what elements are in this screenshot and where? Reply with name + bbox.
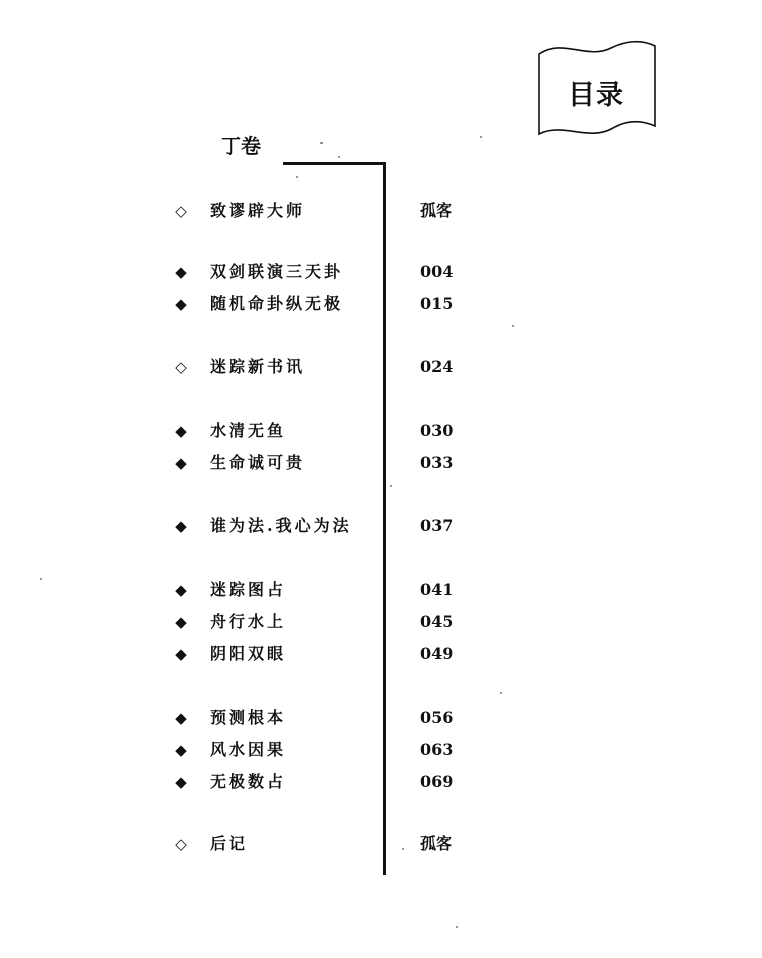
header-rule [283,162,386,165]
toc-entry [0,355,762,379]
toc-entry [0,578,762,602]
entry-page: 069 [420,772,454,791]
entry-title: 风水因果 [210,740,287,759]
toc-entry [0,451,762,475]
entry-title: 迷踪新书讯 [210,357,306,376]
scan-speck [456,926,458,928]
scan-speck [320,142,323,144]
entry-title: 舟行水上 [210,612,287,631]
filled-diamond-icon: ◆ [175,581,187,599]
entry-title: 阴阳双眼 [210,644,287,663]
filled-diamond-icon: ◆ [175,709,187,727]
toc-entry [0,419,762,443]
toc-entry [0,832,762,856]
volume-title: 丁卷 [221,134,261,158]
toc-banner [533,36,659,142]
entry-page: 孤客 [420,201,453,220]
filled-diamond-icon: ◆ [175,422,187,440]
entry-page: 037 [420,516,454,535]
filled-diamond-icon: ◆ [175,741,187,759]
entry-page: 063 [420,740,454,759]
scan-speck [40,578,42,580]
filled-diamond-icon: ◆ [175,454,187,472]
entry-page: 030 [420,421,454,440]
entry-title: 无极数占 [210,772,287,791]
entry-page: 004 [420,262,454,281]
filled-diamond-icon: ◆ [175,773,187,791]
hollow-diamond-icon: ◇ [175,835,187,853]
filled-diamond-icon: ◆ [175,645,187,663]
toc-entry [0,199,762,223]
hollow-diamond-icon: ◇ [175,202,187,220]
scan-speck [500,692,502,694]
entry-page: 024 [420,357,454,376]
toc-entry [0,642,762,666]
entry-page: 056 [420,708,454,727]
toc-entry [0,610,762,634]
banner-title: 目录 [568,80,624,111]
entry-page: 孤客 [420,834,453,853]
toc-entry [0,514,762,538]
entry-title: 后记 [210,834,249,853]
filled-diamond-icon: ◆ [175,295,187,313]
scan-speck [512,325,514,327]
toc-entry [0,738,762,762]
entry-title: 预测根本 [210,708,287,727]
entry-page: 045 [420,612,454,631]
filled-diamond-icon: ◆ [175,263,187,281]
toc-entry [0,260,762,284]
hollow-diamond-icon: ◇ [175,358,187,376]
toc-entry [0,706,762,730]
entry-title: 谁为法.我心为法 [210,516,352,535]
toc-entry [0,770,762,794]
toc-entry [0,292,762,316]
entry-page: 015 [420,294,454,313]
entry-title: 致谬辟大师 [210,201,306,220]
entry-title: 水清无鱼 [210,421,287,440]
scan-speck [480,136,482,138]
entry-title: 随机命卦纵无极 [210,294,344,313]
entry-page: 049 [420,644,454,663]
scan-speck [390,485,392,487]
entry-page: 041 [420,580,454,599]
filled-diamond-icon: ◆ [175,517,187,535]
entry-title: 生命诚可贵 [210,453,306,472]
entry-title: 迷踪图占 [210,580,287,599]
scan-speck [296,176,298,178]
entry-title: 双剑联演三天卦 [210,262,344,281]
scan-speck [338,156,340,158]
filled-diamond-icon: ◆ [175,613,187,631]
scan-speck [402,848,404,850]
entry-page: 033 [420,453,454,472]
